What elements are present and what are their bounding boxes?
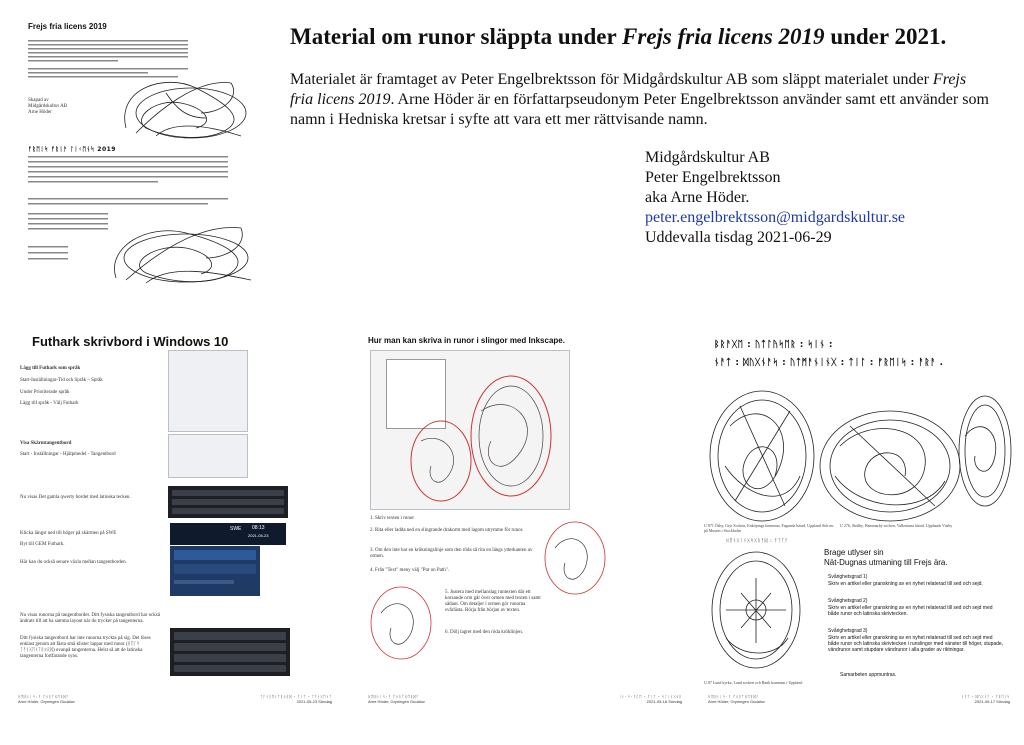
runestone-caption-3: U 87 Lund kyrka, Lund socken och Bank kommun i Uppland (704, 680, 803, 685)
inkscape-step-1: 1. Skriv texten i runor (370, 516, 415, 521)
challenge-rune-line-1: ᛒᚱᚨᚷᛖ : ᚢᛏᛚᚤᛋᛖᚱ : ᛋᛁᚾ : (714, 340, 833, 350)
license-rune-title: ᚠᚱᛖᛁᛋ ᚠᚱᛁᚨ ᛚᛁᚲᛖᚾᛋ 2019 (28, 146, 116, 153)
language-settings-screenshot (168, 350, 248, 432)
futhark-s2-line1: Start - Inställningar - Hjälpmedel - Tangentbord (20, 452, 116, 457)
futhark-text-6: Nu visas runorna på tangentbordet. Ditt fysiska tangentbord har också ändrats till att ha samma layout när du trycker på tangenterna. (20, 613, 160, 624)
intro-license-name: Frejs fria licens 2019 (290, 71, 967, 108)
license-signed-label: Skapad av (28, 98, 49, 103)
language-menu-screenshot (170, 546, 260, 596)
footer-name: Arne Höder, Gryningen Gudalov (18, 699, 75, 704)
footer-date: 2021-09-17 Söndag (974, 699, 1010, 704)
serpent-example-1 (540, 518, 610, 598)
license-author: Arne Höder (28, 110, 52, 115)
challenge-page-footer (708, 694, 1010, 704)
footer-runes-left: ᚺᛖᛞᚾᛁᛋᚲᚨ ᚠᛟᚱᛏᚺᛖᚱᛞᚨ (708, 694, 760, 699)
signature-company: Midgårdskultur AB (645, 149, 770, 166)
inkscape-serpent-drawing (371, 351, 571, 511)
footer-runes-right: ᛏᚨᚾᚷᛖᚾᛏᛒᛟᚱᛞ - ᚠᛁᛏ - ᛏᚨᚾᚷᛖᚾᛏ (260, 694, 332, 699)
footer-date: 2021-05-23 Söndag (296, 699, 332, 704)
taskbar-screenshot (170, 523, 286, 545)
futhark-text-7: Ditt fysiska tangentbord har inte runorna tryckta på sig. Det löses enklast genom att fästa små klister lappar med runor (ᚺᛖᛚᛋ ᛏᚨᚾᚷᛖᚾᛏᛒᛟᚱᛞ) ovanpå tangenterna. Helst så att de latinska tangenterna fortfarande syns. (20, 636, 151, 659)
futhark-keyboard-screenshot (170, 628, 290, 676)
signature-name: Peter Engelbrektsson (645, 169, 781, 186)
title-prefix: Material om runor släppta under (290, 24, 623, 49)
futhark-text-4b: Byt till GEM Futhark. (20, 542, 65, 547)
futhark-s1-line1: Start-Inställningar-Tid och Språk – Språk (20, 378, 103, 383)
grade-2-head: Svårighetsgrad 2) (828, 598, 868, 604)
page-title (290, 24, 1010, 50)
futhark-text-4a: Klicka längst ned till höger på skärmen på SWE (20, 531, 117, 536)
runestone-caption-2: U 276, Skälby, Hammarby socken, Vallentuna härad, Upplands Väsby (840, 523, 953, 528)
inkscape-step-4: 4. Från "Text" meny välj "Put on Path". (370, 568, 450, 573)
inkscape-step-5: 5. Justera med mellanslag runtexten där ett korsande orm går över ormen med texten i samt sådant. Om detaljer i ormen gör runorna svårlästa. Börja från början av texten. (445, 590, 541, 613)
footer-runes-right: ᚾᚨᛏ - ᛞᚢᚷᚾᚨ - ᚠᚱᛖᛁᛋ (961, 694, 1010, 699)
taskbar-lang: SWE (230, 526, 242, 532)
futhark-text-5: Här kan du också senare växla mellan tangentborden. (20, 560, 127, 565)
footer-date: 2021-05-16 Söndag (646, 699, 682, 704)
futhark-page-footer (18, 694, 332, 704)
inkscape-step-2: 2. Rita eller ladda ned en slingrande drakorm med lagom utrymme för runor. (370, 528, 524, 533)
license-page-body (26, 18, 262, 288)
collaboration-note: Samarbeten uppmuntras. (840, 672, 897, 678)
inkscape-page-title: Hur man kan skriva in runor i slingor med Inkscape. (368, 336, 565, 345)
title-license-name: Frejs fria licens 2019 (622, 24, 825, 49)
license-page-thumbnail (26, 18, 262, 288)
challenge-page-thumbnail (700, 328, 1018, 708)
intro-part-2: . Arne Höder är en författarpseudonym Peter Engelbrektsson använder samt ett använder som namn i Hedniska kretsar i syfte att vara ett mer rättvisande namn. (290, 91, 989, 128)
footer-runes-left: ᚺᛖᛞᚾᛁᛋᚲᚨ ᚠᛟᚱᛏᚺᛖᚱᛞᚨ (18, 694, 70, 699)
inkscape-step-3: 3. Om den inte har en krökningslinje som den röda så rita en längs ytterkanten av ormen. (370, 548, 533, 559)
inkscape-screenshot (370, 350, 570, 510)
signature-place-date: Uddevalla tisdag 2021-06-29 (645, 229, 832, 246)
serpent-example-2 (366, 583, 436, 663)
futhark-s1-line3: Lägg till språk - Välj Futhark (20, 401, 79, 406)
title-suffix: under 2021. (824, 24, 947, 49)
grade-2-text: Skriv en artikel eller granskning av en nyhet relaterad till sed och sejd med både runor och latinska skrivtecken. (828, 605, 993, 617)
taskbar-date: 2021-05-23 (248, 533, 269, 538)
signature-aka: aka Arne Höder. (645, 189, 750, 206)
footer-name: Arne Höder, Gryningen Gudalov (708, 699, 765, 704)
intro-part-1: Materialet är framtaget av Peter Engelbrektsson för Midgårdskultur AB som släppt materialet under (290, 71, 933, 88)
license-page-title: Frejs fria licens 2019 (28, 22, 107, 31)
futhark-s1-line2: Under Prioriterade språk (20, 390, 70, 395)
taskbar-clock: 08:13 (252, 525, 265, 531)
futhark-page-title: Futhark skrivbord i Windows 10 (32, 334, 229, 349)
qwerty-keyboard-screenshot (168, 486, 288, 518)
grade-3-text: Skriv en artikel eller granskning av en nyhet relaterad till sed och sejd med både runor och latinska skrivtecken i runslingor med vänster till höger, stupade, vändrunor samt stupdare vändrunor i alla grader av riktningar. (828, 635, 1004, 653)
footer-runes-left: ᚺᛖᛞᚾᛁᛋᚲᚨ ᚠᛟᚱᛏᚺᛖᚱᛞᚨ (368, 694, 420, 699)
license-org: Midgårdskultur AB (28, 104, 68, 109)
footer-runes-right: ᛁᚾᚲᛋᚲᚨᛈᛖ - ᚠᛁᛏ - ᛋᛚᛁᚾᚷᛟᚱ (618, 694, 682, 699)
futhark-page-thumbnail (10, 328, 340, 708)
inkscape-page-footer (368, 694, 682, 704)
challenge-rune-mid: ᚺᛖᚾᚷᛁᚾᚷᛋᚷᚱᚨᛞ : ᚨᛏᛏᚨ (726, 538, 789, 544)
signature-block (645, 148, 905, 248)
grade-3-head: Svårighetsgrad 3) (828, 628, 868, 634)
futhark-s2-head: Visa Skärmtangentbord (20, 441, 72, 446)
futhark-text-3: Nu visas Det gamla qwerty bordet med latinska tecken. (20, 495, 131, 500)
grade-1-text: Skriv en artikel eller granskning av en nyhet relaterad till sed och sejd. (828, 581, 983, 587)
challenge-rune-line-2: ᚾᚨᛏ : ᛞᚢᚷᚾᚨᛋ : ᚢᛏᛗᚨᚾᛁᚾᚷ : ᛏᛁᛚ : ᚠᚱᛖᛁᛋ : ᚨᚱᚨ . (714, 358, 944, 368)
inkscape-step-6: 6. Dölj lagret med den röda kröklinjen. (445, 630, 524, 635)
runestone-drawings (700, 376, 1018, 576)
runestone-caption-1: U 871 Ösby, Gryt Socken, Enköpings kommun, Fagunda härad, Uppland Står nu på Museet i Stockholm (704, 523, 834, 533)
brage-heading-2: Nät-Dugnas utmaning till Frejs ära. (824, 558, 948, 567)
grade-1-head: Svårighetsgrad 1) (828, 574, 868, 580)
signature-email-link[interactable]: peter.engelbrektsson@midgardskultur.se (645, 209, 906, 226)
intro-paragraph (290, 70, 990, 130)
inkscape-page-thumbnail (360, 328, 690, 708)
footer-name: Arne Höder, Gryningen Gudalov (368, 699, 425, 704)
futhark-s1-head: Lägg till Futhark som språk (20, 366, 81, 371)
keyboard-settings-screenshot (168, 434, 248, 478)
brage-heading-1: Brage utlyser sin (824, 548, 884, 557)
runestone-drawing-3 (706, 548, 806, 678)
